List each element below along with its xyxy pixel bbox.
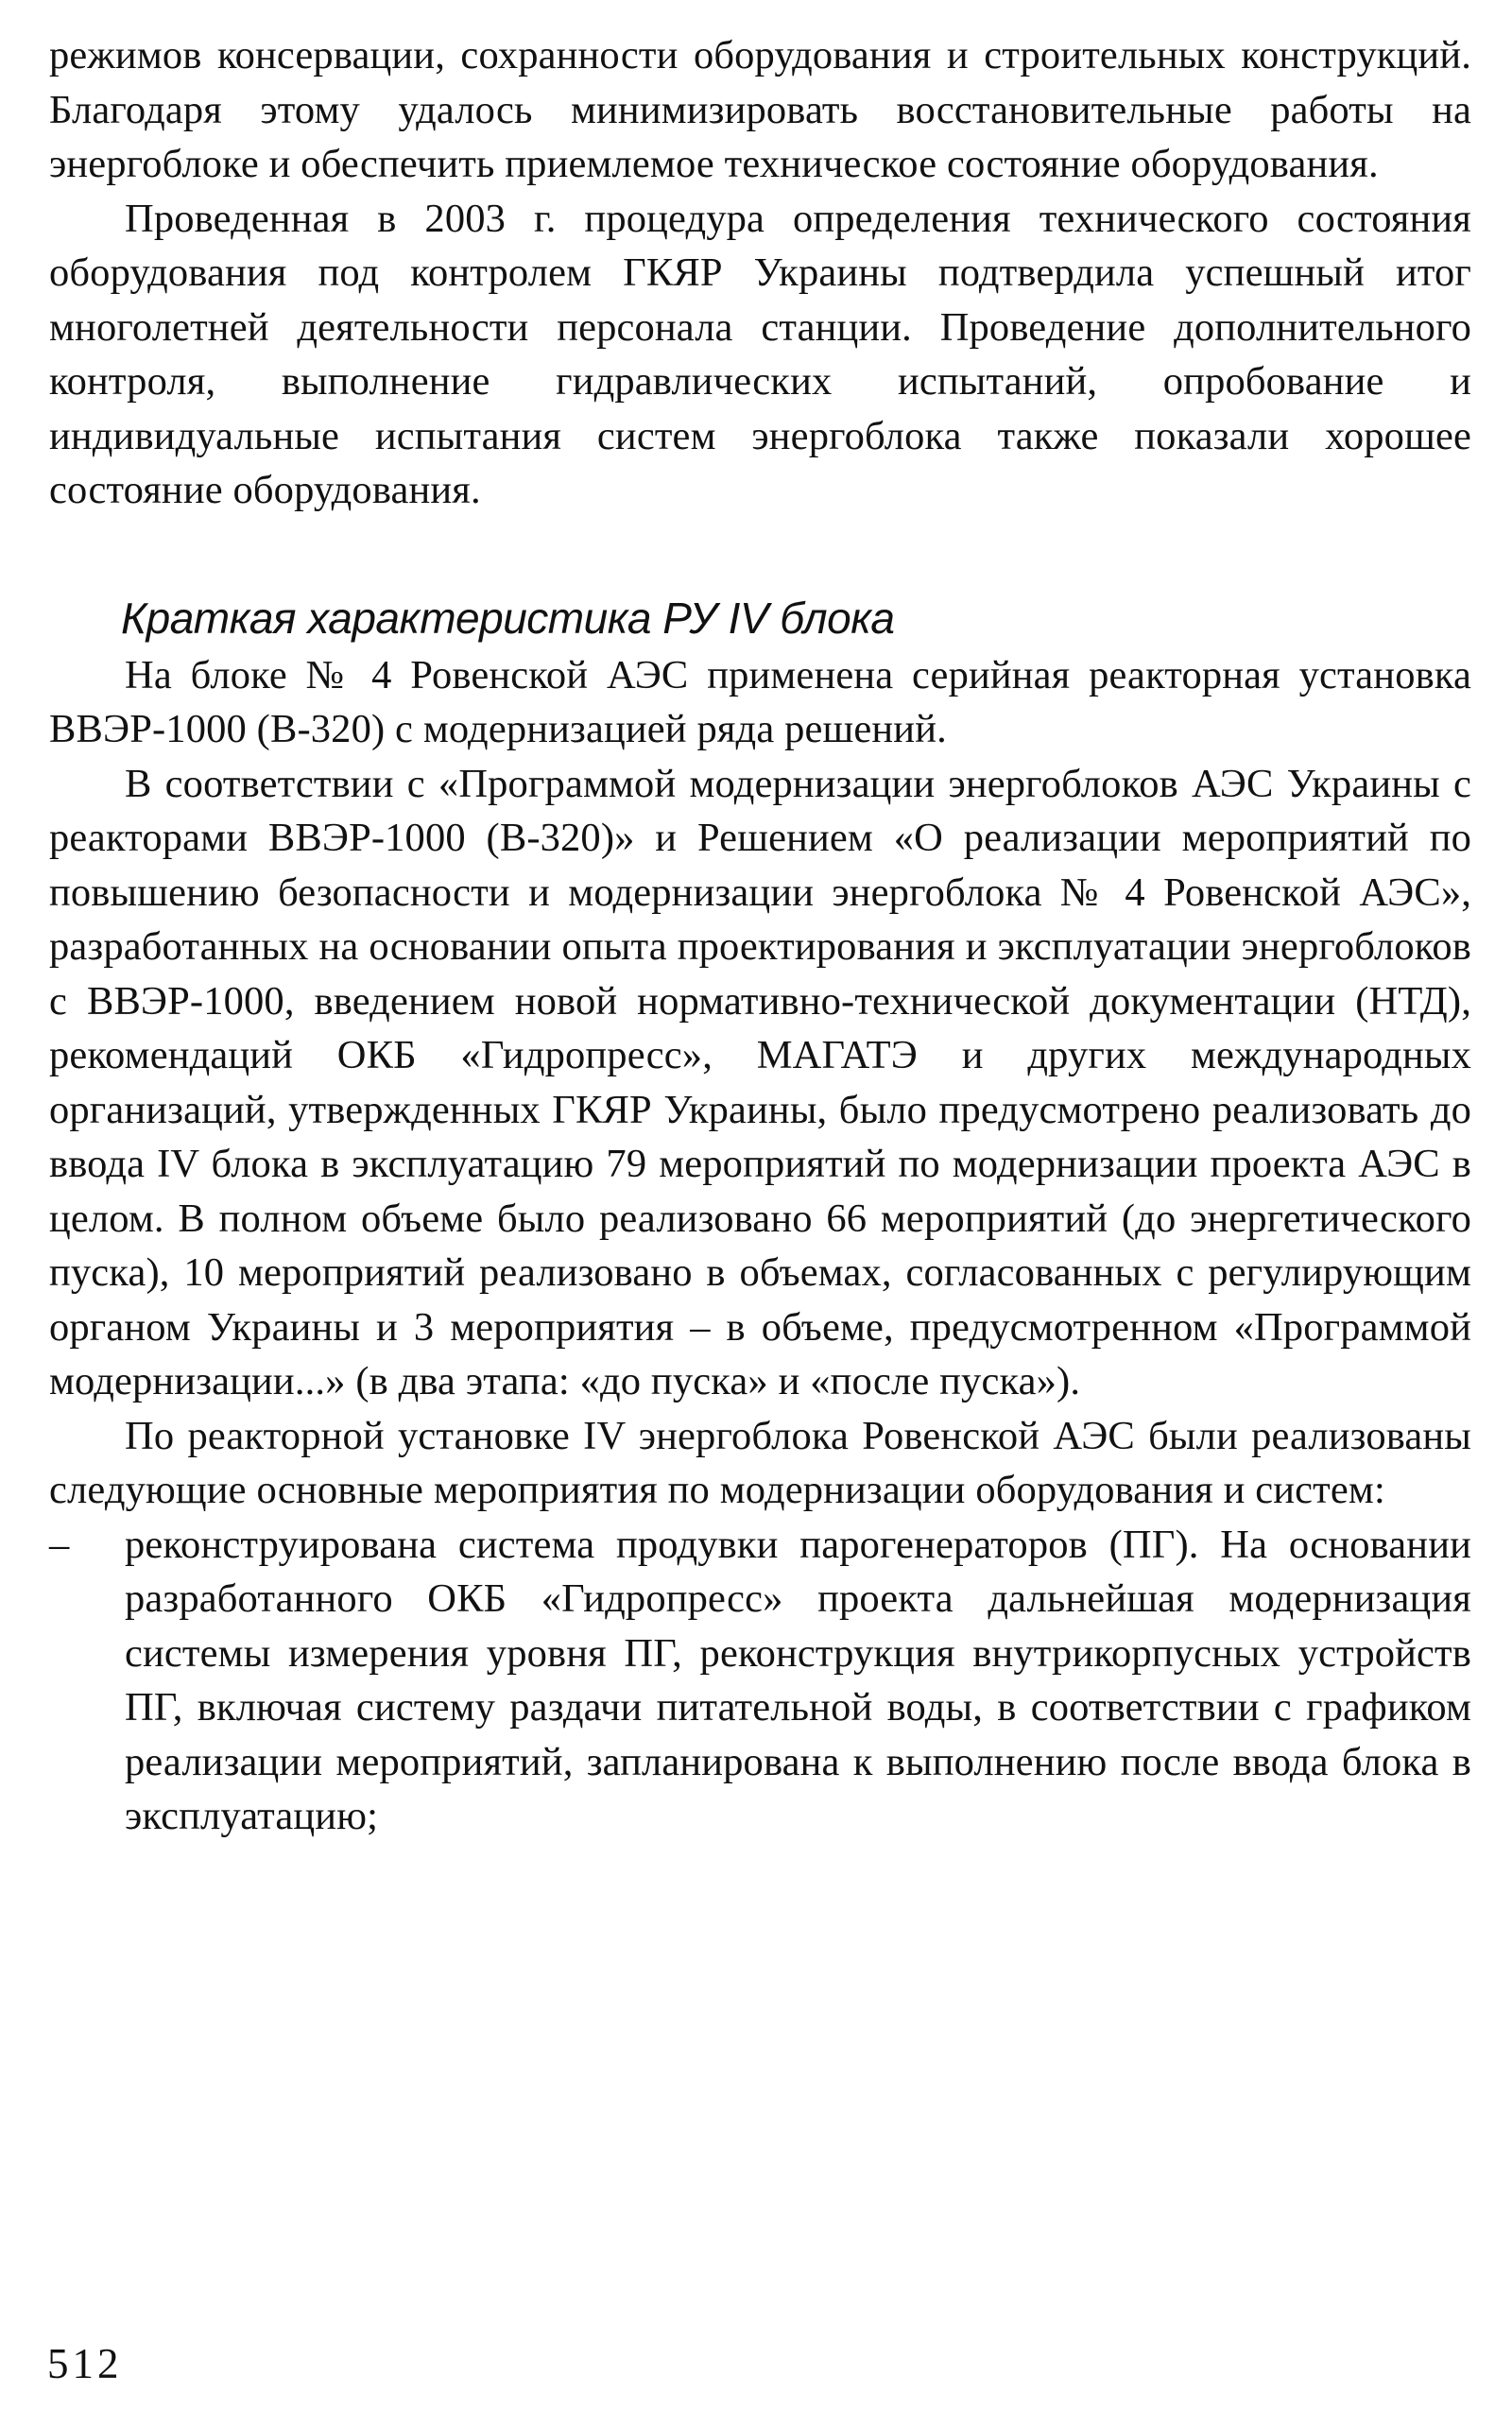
paragraph-technical-state: Проведенная в 2003 г. процедура определения технического состояния оборудования под контролем ГКЯР Украины подтвердила успешный итог многолетней деятельности персонала станции. Проведение дополнительного контроля, выполнение гидравлических испытаний, опробование и индивидуальные испытания систем энергоблока также показали хорошее состояние оборудования. [49,196,1471,512]
paragraph-reactor-unit: На блоке № 4 Ровенской АЭС применена серийная реакторная установка ВВЭР-1000 (В-320) с модернизацией ряда решений. [49,652,1471,751]
list-item [49,1518,1471,1844]
paragraph-modernization-program: В соответствии с «Программой модернизации энергоблоков АЭС Украины с реакторами ВВЭР-1000 (В-320)» и Решением «О реализации мероприятий по повышению безопасности и модернизации энергоблока № 4 Ровенской АЭС», разработанных на основании опыта проектирования и эксплуатации энергоблоков с ВВЭР-1000, введением новой нормативно-технической документации (НТД), рекомендаций ОКБ «Гидропресс», МАГАТЭ и других международных организаций, утвержденных ГКЯР Украины, было предусмотрено реализовать до ввода IV блока в эксплуатацию 79 мероприятий по модернизации проекта АЭС в целом. В полном объеме было реализовано 66 мероприятий (до энергетического пуска), 10 мероприятий реализовано в объемах, согласованных с регулирующим органом Украины и 3 мероприятия – в объеме, предусмотренном «Программой модернизации...» (в два этапа: «до пуска» и «после пуска»). [49,761,1471,1403]
paragraph-continuation: режимов консервации, сохранности оборудования и строительных конструкций. Благодаря этому удалось минимизировать восстановительные работы на энергоблоке и обеспечить приемлемое техническое состояние оборудования. [49,33,1471,186]
dash-bullet-mark: – [49,1522,70,1567]
page-number: 512 [47,2340,123,2387]
section-heading: Краткая характеристика РУ IV блока [121,593,895,643]
paragraph-implemented-measures: По реакторной установке IV энергоблока Ровенской АЭС были реализованы следующие основные мероприятия по модернизации оборудования и систем: [49,1413,1471,1512]
list-item-text: реконструирована система продувки парогенераторов (ПГ). На основании разработанного ОКБ «Гидропресс» проекта дальнейшая модернизация системы измерения уровня ПГ, реконструкция внутрикорпусных устройств ПГ, включая систему раздачи питательной воды, в соответствии с графиком реализации мероприятий, запланирована к выполнению после ввода блока в эксплуатацию; [125,1522,1471,1838]
page-content [49,28,1471,1844]
